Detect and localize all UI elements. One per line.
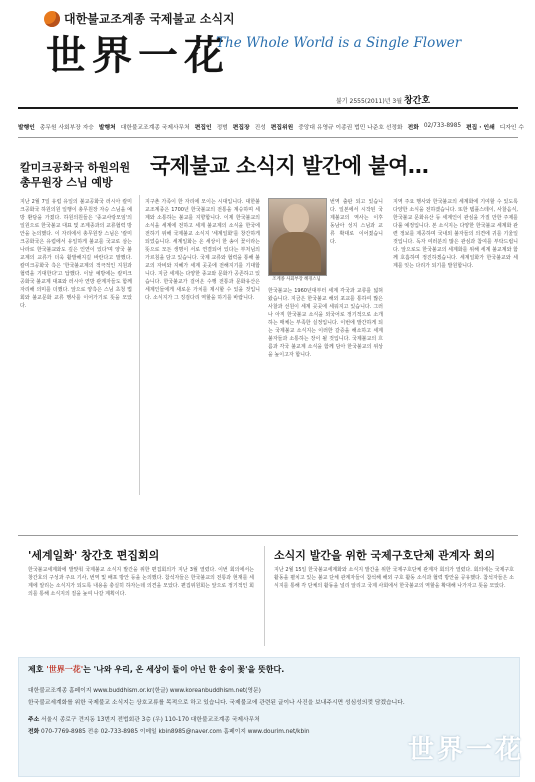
photo-caption: 조계종 사회부장 혜경스님 [272,277,321,282]
footer-contact [28,726,428,735]
design: 디자인 수 [499,124,524,131]
monk-photo-face [283,204,309,234]
lead-headline: 국제불교 소식지 발간에 붙여… [150,154,429,178]
newsletter-title: 世界一花 [46,32,230,79]
tel: 02/733-8985 [423,123,462,129]
footer-slogan [28,664,284,675]
address-value: 서울시 종로구 견지동 13번지 전법회관 3층 (우) 110-170 대한불교조계종 국제사무처 [41,717,260,723]
editorial-meeting-headline: '세계일화' 창간호 편집회의 [28,549,160,562]
left-article-headline: 칼미크공화국 하원의원 총무원장 스님 예방 [20,161,131,189]
relief-meeting-headline: 소식지 발간을 위한 국제구호단체 관계자 회의 [274,549,496,562]
lead-column-2-side: 번역 출판 되고 있습니다. 일본에서 시작된 국제불교의 역사는 이후 동남아 성지 스님과 교류 확대로 이어졌습니다. [330,199,383,245]
newsletter-subtitle: The Whole World is a Single Flower [216,35,462,51]
editor-label: 편집인 [194,124,212,131]
lead-column-2: 한국불교는 1960년대부터 세계 각국과 교류를 넓혀 왔습니다. 지금은 한국불교 해외 포교를 통하여 많은 사찰과 선원이 세계 곳곳에 세워지고 있습니다. 그러나 아직 한국불교 소식을 외국어로 정기적으로 소개하는 매체는 부족한 실정입니다. 이번에 발간하게 되는 국제불교 소식지는 이러한 갈증을 해소하고 세계 불자들과 소통하는 장이 될 것입니다. 국제불교의 흐름과 각국 불교계 소식을 함께 담아 한국불교의 위상을 높이고자 합니다. [268,288,383,358]
issuer-label: 발행처 [98,124,116,131]
slogan-prefix: 제호 [28,665,47,674]
lead-column-3: 지역 주요 행사와 한국불교의 세계화에 기여할 수 있도록 다양한 소식을 전하겠습니다. 또한 템플스테이, 사찰음식, 한국불교 문화유산 등 세계인이 관심을 가질 만한 주제를 다룰 예정입니다. 본 소식지는 다양한 한국불교 세계화 관련 정보를 제공하며 국내외 불자들의 의견에 귀를 기울일 것입니다. 독자 여러분의 많은 관심과 참여를 부탁드립니다. 앞으로도 한국불교의 세계화를 위해 세계 불교계와 함께 호흡하며 정진하겠습니다. 세계일화가 한국불교와 세계를 잇는 다리가 되기를 발원합니다. [393,199,518,269]
committee-label: 편집위원 [270,124,294,131]
publish-info-bar [18,120,524,132]
footer-homepage[interactable]: 대한불교조계종 홈페이지 www.buddhism.or.kr(한글) www.koreanbuddhism.net(영문) [28,688,261,694]
top-rule [18,107,518,109]
editorial-meeting-body: 한국불교세계화에 발맞춰 국제불교 소식지 발간을 위한 편집회의가 지난 3월 열렸다. 이번 회의에서는 창간호의 구성과 주요 기사, 번역 및 배포 방안 등을 논의했다. 참석자들은 한국불교의 전통과 현재를 세계에 알리는 소식지가 되도록 내용을 충실히 하자는데 의견을 모았다. 편집위원회는 앞으로 정기적인 회의를 통해 소식지의 질을 높여 나갈 계획이다. [28,567,254,597]
left-article-body: 지난 2월 7일 유럽 유일의 불교공화국 러시아 칼미크공화국 하원의원 일행이 총무원장 자승 스님을 예방 환담을 가졌다. 하원의원들은 '종교사랑모임'의 일원으로 한국불교 대표 및 조계종과의 교류협력 방안을 논의했다. 이 자리에서 총무원장 스님은 '칼미크공화국은 유럽에서 유일하게 불교를 국교로 삼는 나라로 한국불교와도 깊은 인연이 있다'며 양국 불교계의 교류가 더욱 활발해지길 바란다고 말했다. 칼미크공화국 측은 '한국불교계의 적극적인 지원과 협력을 기대한다'고 답했다. 이날 예방에는 칼미크공화국 불교계 대표와 러시아 연방 관계자들도 함께 자리해 의미를 더했다. 앞으로 양측은 스님 초청 법회와 불교문화 교류 행사를 이어가기로 뜻을 모았다. [20,199,132,309]
issue-date: 불기 2555(2011)년 3월 [336,98,403,105]
editor: 정범 [216,124,228,131]
footer-notice: 한국불교세계화를 위한 국제불교 소식지는 상호교류를 목적으로 하고 있습니다. 국제불교에 관련된 글이나 사진을 보내주시면 성심성의껏 담겠습니다. [28,700,405,706]
lead-column-1: 지구촌 가족이 한 자리에 모이는 시대입니다. 대한불교조계종은 1700년 한국불교의 전통을 계승하며 세계와 소통하는 불교를 지향합니다. 이제 한국불교의 소식을 세계에 전하고 세계 불교계의 소식을 한국에 전하기 위해 국제불교 소식지 '세계일화'를 창간하게 되었습니다. 세계일화는 온 세상이 한 송이 꽃이라는 뜻으로 모든 생명이 서로 연결되어 있다는 부처님의 가르침을 담고 있습니다. 국제 교류와 협력을 통해 불교의 자비와 지혜가 세계 곳곳에 전해지기를 기대합니다. 지금 세계는 다양한 종교와 문화가 공존하고 있습니다. 한국불교가 걸어온 수행 전통과 문화유산은 세계인들에게 새로운 가치를 제시할 수 있을 것입니다. 소식지가 그 징검다리 역할을 하기를 바랍니다. [145,199,260,301]
contact-value: 070-7769-8985 전송 02-733-8985 이메일 kbin8985@naver.com 홈페이지 www.dourim.net/kbin [41,729,310,735]
order-emblem-icon [44,11,60,27]
issuer: 대한불교조계종 국제사무처 [120,124,190,131]
address-label: 주소 [28,717,40,723]
design-label: 편집 · 인쇄 [466,124,495,131]
footer-address [28,714,428,723]
manager: 진성 [254,124,266,131]
relief-meeting-body: 지난 2월 15일 한국불교세계화와 소식지 발간을 위한 국제구호단체 관계자 회의가 열렸다. 회의에는 국제구호활동을 펼치고 있는 불교 단체 관계자들이 참석해 해외 구호 활동 소식과 협력 방안을 공유했다. 참석자들은 소식지를 통해 각 단체의 활동을 널리 알리고 국제 사회에서 한국불교의 역할을 확대해 나가자고 뜻을 모았다. [274,567,514,589]
column-divider [264,546,265,646]
monk-photo-robe [272,232,321,272]
publish-rule [18,137,518,138]
footer-logo: 世界一花 [408,735,525,765]
tel-label: 전화 [407,124,419,131]
publisher: 총무원 사회부장 자승 [39,124,94,131]
column-divider [139,195,140,495]
org-line: 대한불교조계종 국제불교 소식지 [64,12,235,26]
issue-line [336,93,430,106]
slogan-text: 는 '나와 우리, 온 세상이 둘이 아닌 한 송이 꽃'을 뜻한다. [83,665,285,674]
manager-label: 편집장 [232,124,250,131]
contact-label: 전화 [28,729,40,735]
publisher-label: 발행인 [18,124,35,131]
slogan-title: '世界一花' [46,665,84,674]
committee: 중앙대 유영규 이종권 법민 나준호 선정화 [298,124,403,131]
middle-rule [18,535,518,536]
issue-label: 창간호 [403,96,431,106]
